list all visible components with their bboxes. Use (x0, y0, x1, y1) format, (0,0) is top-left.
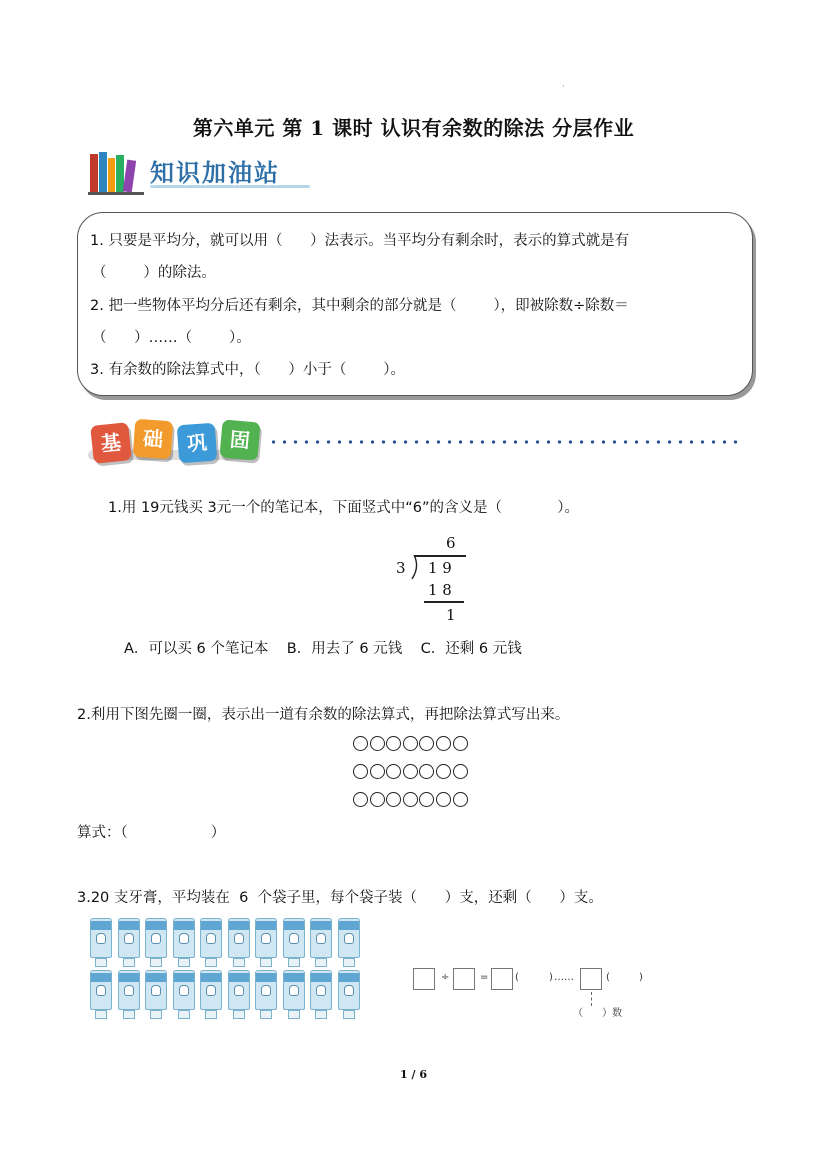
division-bracket (410, 555, 420, 579)
toothpaste-tube (283, 970, 305, 1020)
circle[interactable] (436, 764, 451, 779)
equals-sign: = (480, 972, 489, 983)
toothpaste-tube (228, 918, 250, 968)
circle[interactable] (436, 792, 451, 807)
close-paren-2: ) (639, 972, 643, 983)
circle[interactable] (386, 764, 401, 779)
question-1-text: 1.用 19元钱买 3元一个的笔记本，下面竖式中“6”的含义是（ ）。 (108, 500, 580, 516)
banner-tile-4: 固 (219, 419, 260, 460)
circle[interactable] (419, 736, 434, 751)
banner-tile-2: 础 (133, 419, 174, 460)
toothpaste-tube (338, 918, 360, 968)
banner-tile-1: 基 (90, 422, 132, 464)
circle[interactable] (353, 792, 368, 807)
toothpaste-tube (310, 918, 332, 968)
question-1-options: A．可以买 6 个笔记本 B．用去了 6 元钱 C．还剩 6 元钱 (124, 641, 522, 657)
circle[interactable] (403, 792, 418, 807)
open-paren-1: ( (515, 972, 519, 983)
division-diagram (413, 963, 653, 1033)
toothpaste-tube (228, 970, 250, 1020)
toothpaste-tube (200, 918, 222, 968)
close-paren-1: ) (549, 972, 553, 983)
division-quotient: 6 (446, 534, 456, 552)
circle[interactable] (453, 736, 468, 751)
toothpaste-tube (118, 918, 140, 968)
dotted-divider (268, 440, 743, 444)
toothpaste-tube (145, 970, 167, 1020)
division-divisor: 3 (396, 559, 406, 577)
circle[interactable] (370, 764, 385, 779)
toothpaste-tube (255, 970, 277, 1020)
circle[interactable] (419, 792, 434, 807)
toothpaste-tube (173, 970, 195, 1020)
toothpaste-tube (255, 918, 277, 968)
toothpaste-group (90, 918, 370, 1028)
knowledge-line-2: （ ）的除法。 (92, 265, 216, 281)
blank-divisor-box[interactable] (453, 968, 475, 990)
page-title: 第六单元 第 1 课时 认识有余数的除法 分层作业 (192, 116, 635, 140)
basics-banner (88, 418, 748, 474)
knowledge-banner-title: 知识加油站 (150, 159, 280, 187)
question-3-text: 3.20 支牙膏，平均装在 6 个袋子里，每个袋子装（ ）支，还剩（ ）支。 (77, 890, 603, 906)
circle-row (353, 764, 483, 784)
circle[interactable] (370, 736, 385, 751)
question-2-text: 2.利用下图先圈一圈，表示出一道有余数的除法算式，再把除法算式写出来。 (77, 707, 570, 723)
long-division (390, 530, 480, 630)
blank-dividend-box[interactable] (413, 968, 435, 990)
toothpaste-tube (90, 918, 112, 968)
toothpaste-tube (338, 970, 360, 1020)
toothpaste-tube (145, 918, 167, 968)
banner-tile-3: 巩 (177, 423, 218, 464)
corner-mark: · (562, 82, 565, 91)
knowledge-line-4: （ ）……（ ）。 (92, 330, 251, 346)
circle[interactable] (453, 792, 468, 807)
divide-sign: ÷ (441, 972, 450, 983)
circle-row (353, 736, 483, 756)
toothpaste-tube (310, 970, 332, 1020)
toothpaste-tube (200, 970, 222, 1020)
circle[interactable] (403, 764, 418, 779)
circle[interactable] (353, 764, 368, 779)
toothpaste-tube (283, 918, 305, 968)
circle-row (353, 792, 483, 812)
knowledge-line-1: 1. 只要是平均分，就可以用（ ）法表示。当平均分有剩余时，表示的算式就是有 (90, 233, 630, 249)
open-paren-2: ( (606, 972, 610, 983)
toothpaste-tube (118, 970, 140, 1020)
page-number: 1 / 6 (400, 1068, 427, 1081)
division-remainder: 1 (446, 606, 456, 624)
division-dividend: 1 9 (428, 559, 452, 577)
books-icon (88, 150, 148, 198)
remainder-dots: …… (554, 972, 574, 983)
circle[interactable] (353, 736, 368, 751)
circle[interactable] (403, 736, 418, 751)
circle[interactable] (386, 736, 401, 751)
knowledge-line-3: 2. 把一些物体平均分后还有剩余，其中剩余的部分就是（ ），即被除数÷除数＝ (90, 298, 629, 314)
division-subtract-line (424, 601, 464, 603)
circle[interactable] (386, 792, 401, 807)
toothpaste-tube (173, 918, 195, 968)
toothpaste-tube (90, 970, 112, 1020)
remainder-label: （ ）数 (573, 1008, 623, 1019)
knowledge-line-5: 3. 有余数的除法算式中，（ ）小于（ ）。 (90, 362, 405, 378)
division-bar (414, 555, 466, 557)
circle[interactable] (436, 736, 451, 751)
formula-label: 算式：（ ） (77, 825, 226, 841)
blank-quotient-box[interactable] (491, 968, 513, 990)
circle[interactable] (419, 764, 434, 779)
blank-remainder-box[interactable] (580, 968, 602, 990)
circle[interactable] (453, 764, 468, 779)
circle[interactable] (370, 792, 385, 807)
division-product: 1 8 (428, 581, 452, 599)
